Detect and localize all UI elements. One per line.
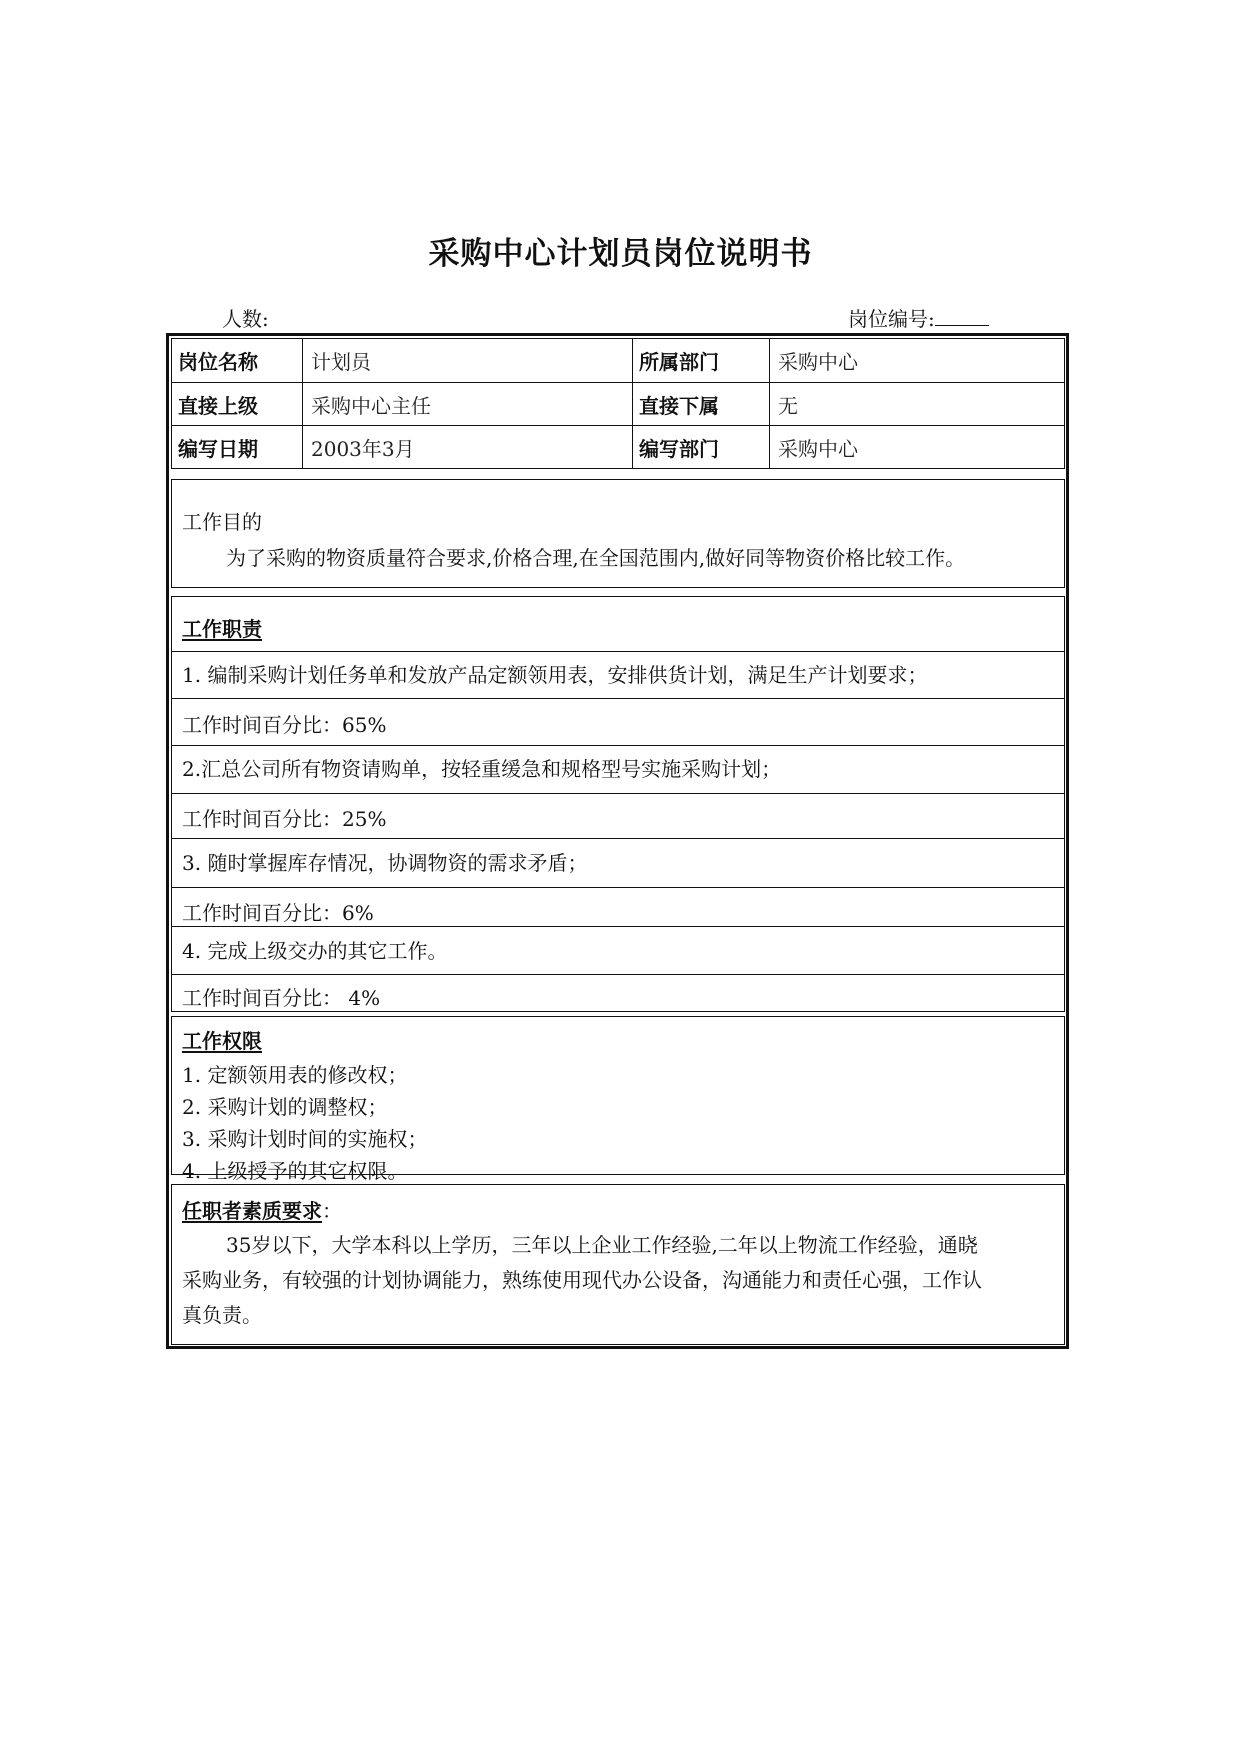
qualifications-heading: 任职者素质要求 (182, 1199, 322, 1223)
department-label: 所属部门 (639, 350, 719, 374)
duties-heading: 工作职责 (182, 617, 262, 641)
qualifications-section (171, 1184, 1065, 1345)
duty-item: 4. 完成上级交办的其它工作。 (182, 939, 448, 963)
position-code-label: 岗位编号: (848, 307, 935, 331)
position-code-blank (935, 307, 989, 326)
authority-heading: 工作权限 (182, 1029, 262, 1053)
authority-item: 2. 采购计划的调整权； (182, 1095, 388, 1119)
info-row (172, 339, 1064, 382)
position-code (848, 303, 989, 332)
subordinate-label: 直接下属 (639, 394, 719, 418)
duty-item: 2.汇总公司所有物资请购单，按轻重缓急和规格型号实施采购计划； (182, 757, 782, 781)
qualifications-colon: ： (322, 1199, 342, 1223)
supervisor-value: 采购中心主任 (311, 394, 431, 418)
duty-time: 工作时间百分比：6% (182, 901, 374, 925)
headcount-label: 人数: (222, 307, 269, 331)
qualifications-line: 真负责。 (182, 1303, 262, 1327)
info-row (172, 382, 1064, 426)
position-name-label: 岗位名称 (178, 350, 258, 374)
authority-item: 4. 上级授予的其它权限。 (182, 1159, 408, 1183)
authority-item: 3. 采购计划时间的实施权； (182, 1127, 428, 1151)
info-row (172, 425, 1064, 469)
supervisor-label: 直接上级 (178, 394, 258, 418)
duty-item: 1. 编制采购计划任务单和发放产品定额领用表，安排供货计划，满足生产计划要求； (182, 663, 928, 687)
qualifications-line: 采购业务，有较强的计划协调能力，熟练使用现代办公设备，沟通能力和责任心强，工作认 (182, 1268, 982, 1292)
subordinate-value: 无 (778, 394, 798, 418)
author-dept-label: 编写部门 (639, 437, 719, 461)
authority-section (171, 1016, 1065, 1183)
purpose-text: 为了采购的物资质量符合要求,价格合理,在全国范围内,做好同等物资价格比较工作。 (226, 546, 966, 570)
info-table (171, 338, 1065, 469)
duty-time: 工作时间百分比：65% (182, 713, 387, 737)
date-value: 2003年3月 (311, 437, 415, 461)
page-title: 采购中心计划员岗位说明书 (428, 236, 813, 272)
author-dept-value: 采购中心 (778, 437, 858, 461)
duty-time: 工作时间百分比：25% (182, 807, 387, 831)
qualifications-title (182, 1195, 342, 1224)
date-label: 编写日期 (178, 437, 258, 461)
qualifications-line: 35岁以下，大学本科以上学历，三年以上企业工作经验,二年以上物流工作经验，通晓 (226, 1233, 978, 1257)
duty-item: 3. 随时掌握库存情况，协调物资的需求矛盾； (182, 851, 588, 875)
position-name-value: 计划员 (311, 350, 371, 374)
authority-item: 1. 定额领用表的修改权； (182, 1063, 408, 1087)
duty-time: 工作时间百分比： 4% (182, 986, 381, 1010)
department-value: 采购中心 (778, 350, 858, 374)
purpose-section (171, 479, 1065, 588)
purpose-heading: 工作目的 (182, 510, 262, 534)
duties-section (171, 596, 1065, 1012)
